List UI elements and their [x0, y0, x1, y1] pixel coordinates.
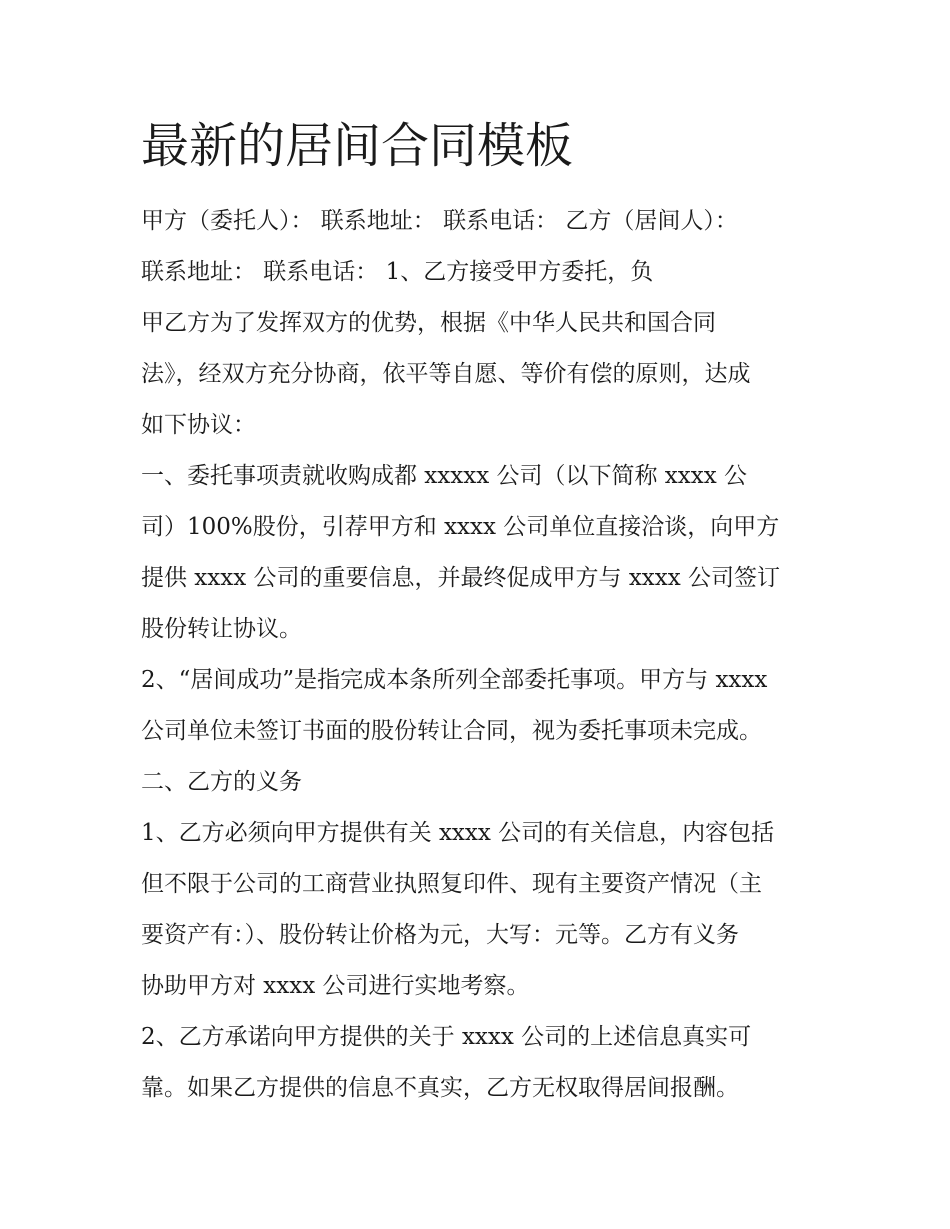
body-line: 协助甲方对 xxxx 公司进行实地考察。	[141, 973, 530, 999]
section-heading: 二、乙方的义务	[141, 769, 302, 795]
body-line: 1、乙方必须向甲方提供有关 xxxx 公司的有关信息，内容包括	[141, 820, 775, 846]
body-line: 如下协议：	[141, 412, 256, 438]
body-line: 公司单位未签订书面的股份转让合同，视为委托事项未完成。	[141, 718, 762, 744]
body-line: 甲乙方为了发挥双方的优势，根据《中华人民共和国合同	[141, 310, 716, 336]
body-line: 法》，经双方充分协商，依平等自愿、等价有偿的原则，达成	[141, 361, 751, 387]
body-line: 甲方（委托人）： 联系地址： 联系电话： 乙方（居间人）：	[141, 208, 738, 234]
body-line: 但不限于公司的工商营业执照复印件、现有主要资产情况（主	[141, 871, 762, 897]
body-line: 司）100%股份，引荐甲方和 xxxx 公司单位直接洽谈，向甲方	[141, 514, 780, 540]
body-line: 2、“居间成功”是指完成本条所列全部委托事项。甲方与 xxxx	[141, 667, 768, 693]
document-title: 最新的居间合同模板	[141, 118, 574, 174]
body-line: 2、乙方承诺向甲方提供的关于 xxxx 公司的上述信息真实可	[141, 1024, 752, 1050]
body-line: 要资产有：）、股份转让价格为元，大写：元等。乙方有义务	[141, 922, 739, 948]
body-line: 提供 xxxx 公司的重要信息，并最终促成甲方与 xxxx 公司签订	[141, 565, 781, 591]
body-line: 股份转让协议。	[141, 616, 302, 642]
body-line: 靠。如果乙方提供的信息不真实，乙方无权取得居间报酬。	[141, 1075, 739, 1101]
body-line: 一、委托事项责就收购成都 xxxxx 公司（以下简称 xxxx 公	[141, 463, 747, 489]
body-line: 联系地址： 联系电话： 1、乙方接受甲方委托，负	[141, 259, 654, 285]
document-body	[141, 196, 821, 1114]
